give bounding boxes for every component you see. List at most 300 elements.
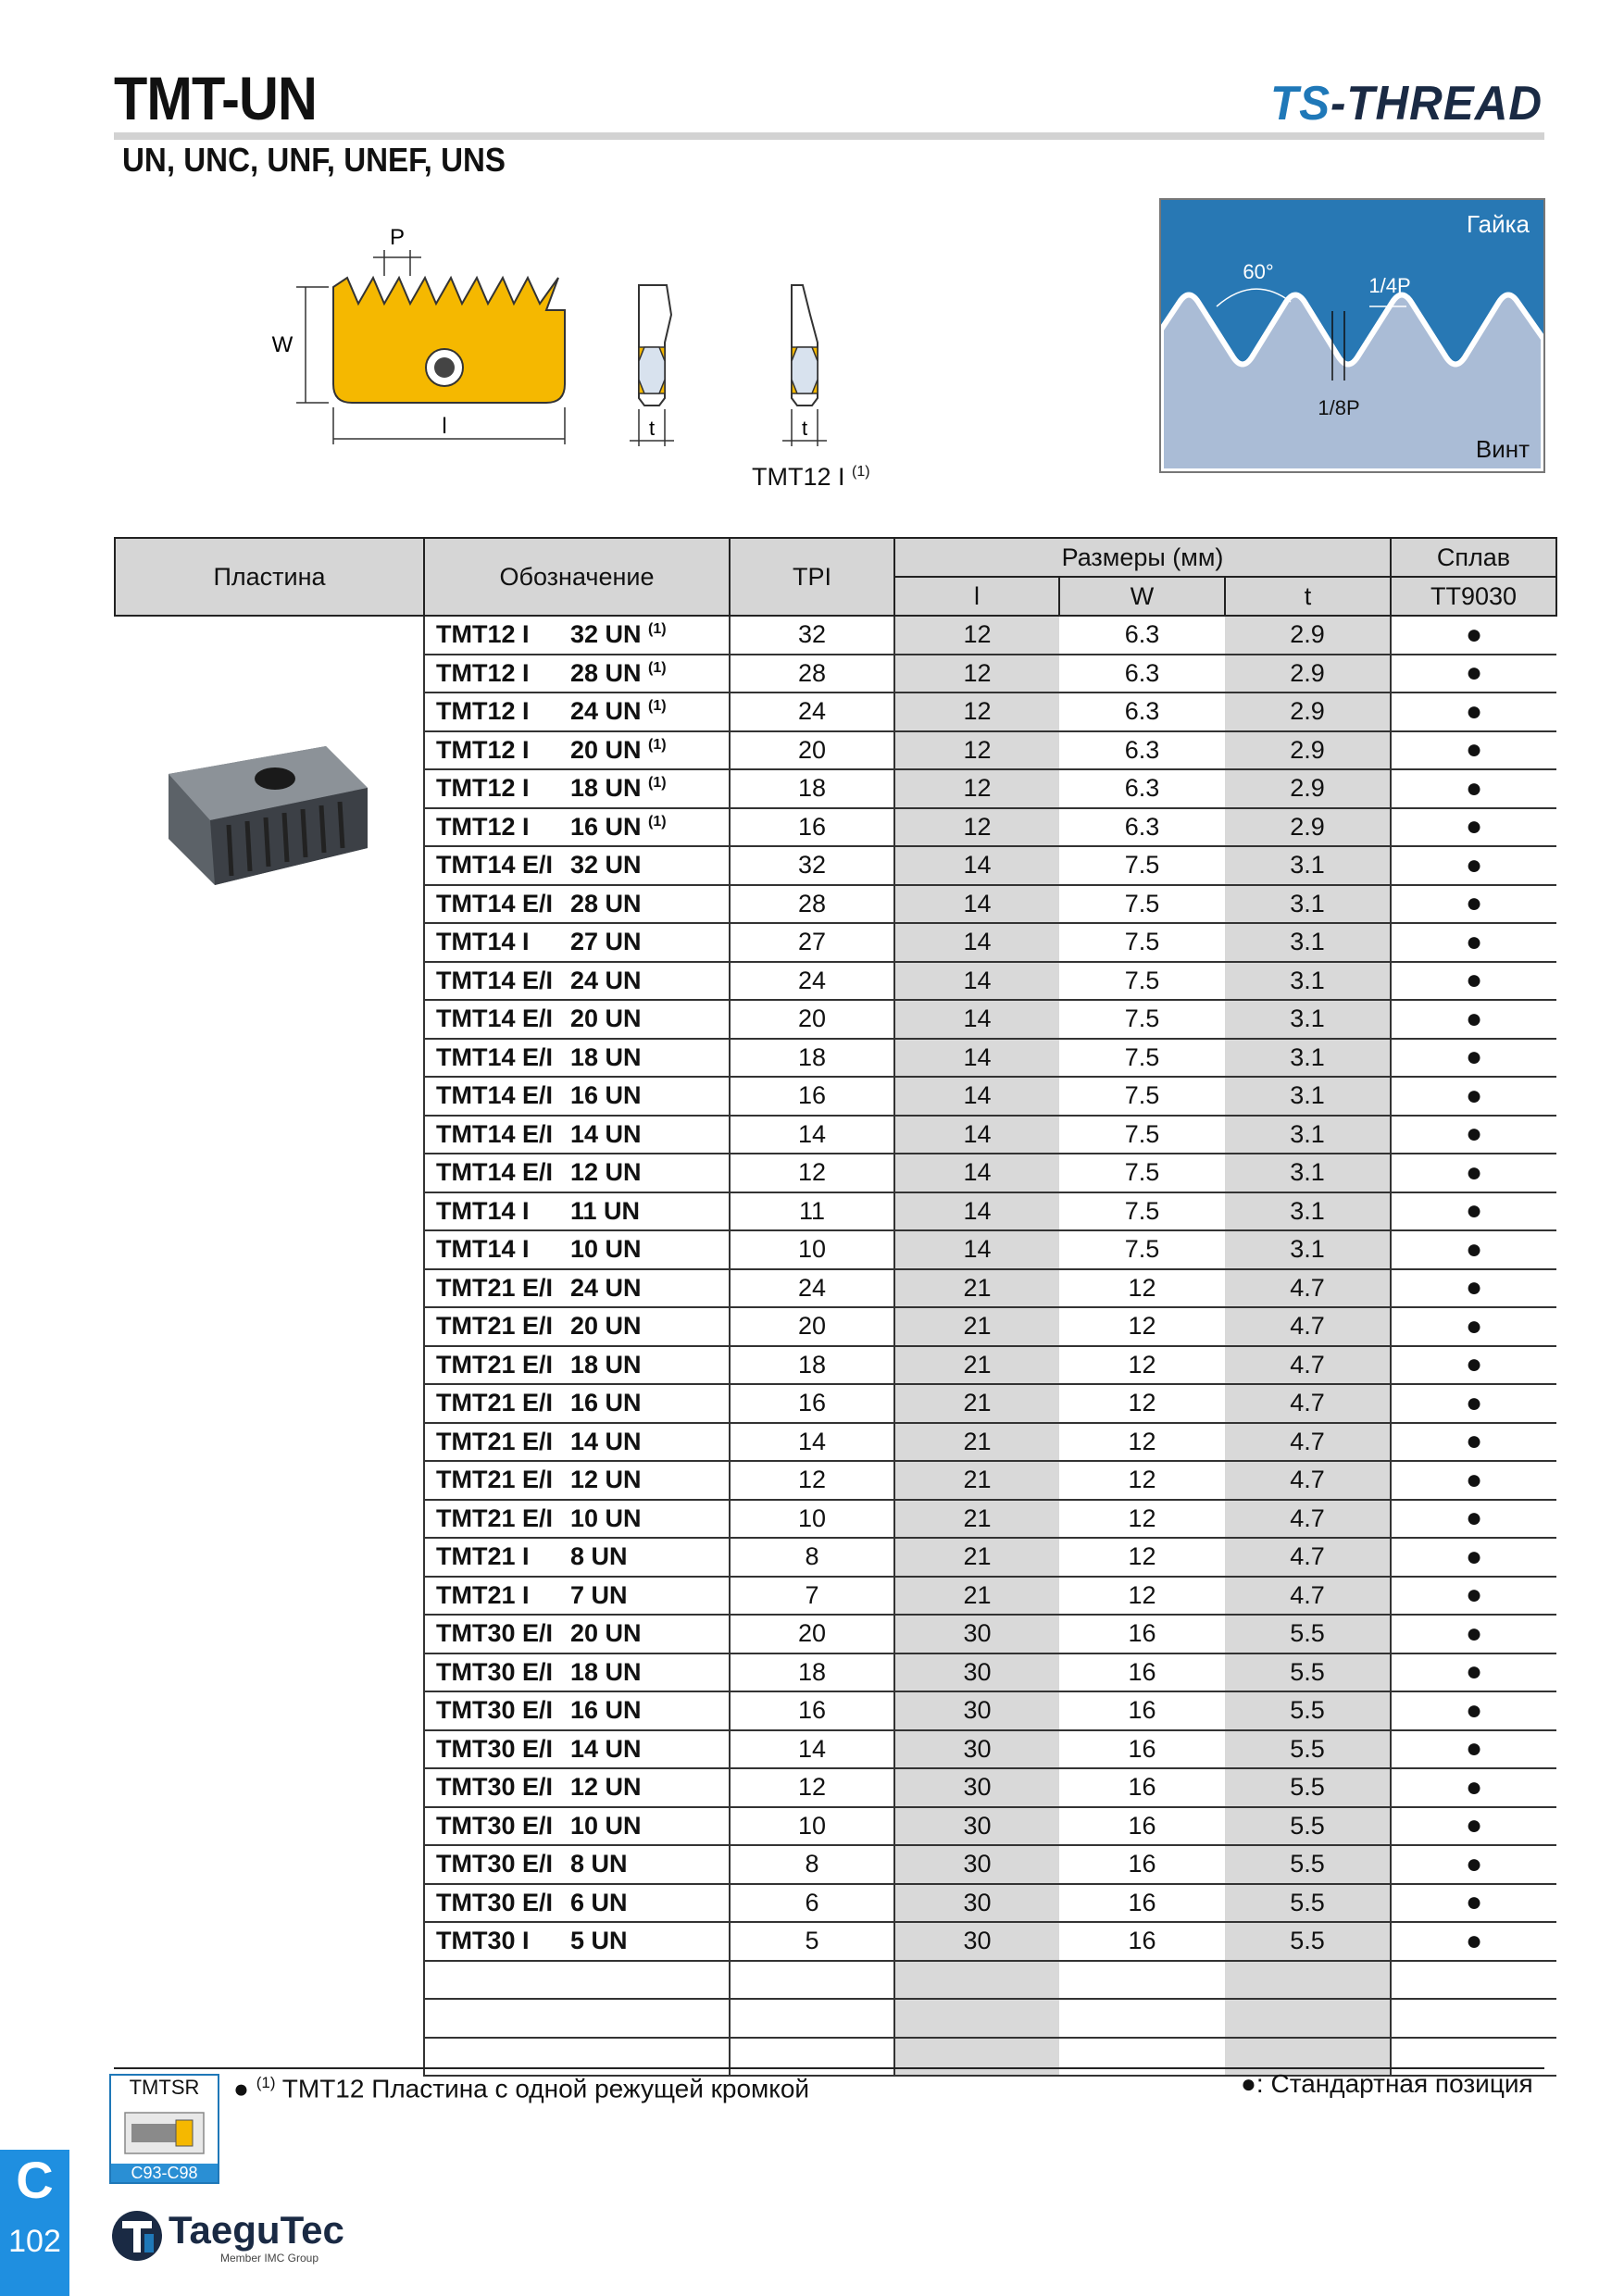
insert-table bbox=[114, 537, 1544, 2077]
availability-cell: ● bbox=[1391, 616, 1556, 655]
taegutec-logo-icon bbox=[109, 2208, 165, 2264]
empty-cell bbox=[1225, 1961, 1391, 2000]
availability-cell: ● bbox=[1391, 1000, 1556, 1039]
w-cell: 12 bbox=[1059, 1538, 1225, 1577]
designation-size: 12 UN bbox=[570, 1158, 642, 1187]
l-cell: 14 bbox=[894, 962, 1059, 1001]
t-cell: 2.9 bbox=[1225, 616, 1391, 655]
availability-cell: ● bbox=[1391, 1154, 1556, 1192]
empty-cell bbox=[1059, 1961, 1225, 2000]
designation-cell bbox=[424, 1768, 730, 1807]
page-number: 102 bbox=[8, 2224, 61, 2259]
eighth-pitch-label: 1/8P bbox=[1318, 396, 1360, 419]
w-cell: 7.5 bbox=[1059, 1192, 1225, 1231]
t-cell: 2.9 bbox=[1225, 808, 1391, 847]
l-cell: 12 bbox=[894, 655, 1059, 693]
designation-cell bbox=[424, 1845, 730, 1884]
insert-image-cell bbox=[115, 616, 424, 2076]
t-cell: 4.7 bbox=[1225, 1384, 1391, 1423]
designation-size: 14 UN bbox=[570, 1119, 642, 1148]
w-cell: 6.3 bbox=[1059, 731, 1225, 770]
availability-cell: ● bbox=[1391, 655, 1556, 693]
w-cell: 12 bbox=[1059, 1346, 1225, 1385]
holder-thumbnail bbox=[120, 2105, 208, 2161]
designation-cell bbox=[424, 1538, 730, 1577]
designation-size: 14 UN bbox=[570, 1734, 642, 1763]
designation-note: (1) bbox=[648, 813, 667, 830]
designation-size: 16 UN bbox=[570, 1696, 642, 1725]
designation-cell bbox=[424, 1691, 730, 1730]
designation-size: 24 UN bbox=[570, 966, 642, 994]
availability-cell: ● bbox=[1391, 731, 1556, 770]
tpi-cell: 14 bbox=[730, 1423, 894, 1462]
empty-cell bbox=[424, 2038, 730, 2077]
l-cell: 21 bbox=[894, 1423, 1059, 1462]
spec-table bbox=[114, 537, 1557, 2077]
empty-cell bbox=[424, 1961, 730, 2000]
tpi-cell: 18 bbox=[730, 1039, 894, 1078]
w-cell: 16 bbox=[1059, 1768, 1225, 1807]
designation-size: 18 UN bbox=[570, 1042, 642, 1071]
designation-size: 28 UN bbox=[570, 889, 642, 917]
designation-cell bbox=[424, 1230, 730, 1269]
nut-label: Гайка bbox=[1466, 210, 1530, 238]
availability-cell: ● bbox=[1391, 1077, 1556, 1116]
tpi-cell: 28 bbox=[730, 655, 894, 693]
designation-size: 8 UN bbox=[570, 1542, 628, 1571]
designation-series: TMT21 E/I bbox=[436, 1273, 554, 1302]
availability-cell: ● bbox=[1391, 923, 1556, 962]
col-t: t bbox=[1225, 577, 1391, 616]
designation-series: TMT30 E/I bbox=[436, 1773, 554, 1802]
side-caption-note: (1) bbox=[852, 464, 870, 480]
designation-series: TMT30 E/I bbox=[436, 1811, 554, 1840]
pitch-label: P bbox=[389, 225, 406, 250]
designation-size: 20 UN bbox=[570, 735, 642, 764]
w-cell: 7.5 bbox=[1059, 1116, 1225, 1154]
empty-cell bbox=[1059, 2038, 1225, 2077]
l-cell: 12 bbox=[894, 693, 1059, 731]
empty-cell bbox=[1225, 1999, 1391, 2038]
designation-series: TMT30 E/I bbox=[436, 1619, 554, 1648]
page-subtitle: UN, UNC, UNF, UNEF, UNS bbox=[122, 141, 506, 179]
col-insert: Пластина bbox=[115, 538, 424, 616]
designation-cell bbox=[424, 1192, 730, 1231]
designation-size: 32 UN bbox=[570, 851, 642, 880]
tpi-cell: 20 bbox=[730, 1615, 894, 1653]
col-l: l bbox=[894, 577, 1059, 616]
designation-size: 14 UN bbox=[570, 1427, 642, 1455]
quarter-pitch-label: 1/4P bbox=[1368, 274, 1411, 297]
l-cell: 14 bbox=[894, 1077, 1059, 1116]
l-cell: 21 bbox=[894, 1538, 1059, 1577]
tpi-cell: 18 bbox=[730, 1653, 894, 1692]
availability-cell: ● bbox=[1391, 1346, 1556, 1385]
designation-size: 20 UN bbox=[570, 1312, 642, 1341]
l-cell: 30 bbox=[894, 1691, 1059, 1730]
designation-size: 6 UN bbox=[570, 1888, 628, 1916]
col-dimensions: Размеры (мм) bbox=[894, 538, 1391, 577]
l-cell: 30 bbox=[894, 1653, 1059, 1692]
availability-cell: ● bbox=[1391, 1768, 1556, 1807]
designation-series: TMT30 E/I bbox=[436, 1657, 554, 1686]
designation-size: 18 UN bbox=[570, 1350, 642, 1379]
col-tpi: TPI bbox=[730, 538, 894, 616]
empty-cell bbox=[730, 1999, 894, 2038]
w-cell: 7.5 bbox=[1059, 885, 1225, 924]
company-subtitle: Member IMC Group bbox=[220, 2252, 319, 2265]
t-cell: 3.1 bbox=[1225, 1000, 1391, 1039]
section-tab bbox=[0, 2150, 69, 2296]
thread-profile-diagram bbox=[1159, 198, 1545, 473]
availability-cell: ● bbox=[1391, 1230, 1556, 1269]
w-cell: 16 bbox=[1059, 1807, 1225, 1846]
tpi-cell: 18 bbox=[730, 769, 894, 808]
designation-series: TMT14 E/I bbox=[436, 851, 554, 880]
designation-note: (1) bbox=[648, 659, 667, 676]
thickness-label-2: t bbox=[801, 417, 808, 440]
l-cell: 14 bbox=[894, 1230, 1059, 1269]
empty-cell bbox=[894, 2038, 1059, 2077]
designation-series: TMT30 E/I bbox=[436, 1888, 554, 1916]
tpi-cell: 27 bbox=[730, 923, 894, 962]
tpi-cell: 12 bbox=[730, 1154, 894, 1192]
t-cell: 3.1 bbox=[1225, 962, 1391, 1001]
empty-cell bbox=[424, 1999, 730, 2038]
designation-cell bbox=[424, 1307, 730, 1346]
designation-series: TMT12 I bbox=[436, 774, 530, 803]
w-cell: 12 bbox=[1059, 1500, 1225, 1539]
empty-cell bbox=[894, 1999, 1059, 2038]
designation-size: 18 UN bbox=[570, 1657, 642, 1686]
l-cell: 14 bbox=[894, 1000, 1059, 1039]
designation-size: 16 UN bbox=[570, 1081, 642, 1110]
availability-cell: ● bbox=[1391, 1730, 1556, 1769]
designation-cell bbox=[424, 1423, 730, 1462]
w-cell: 16 bbox=[1059, 1730, 1225, 1769]
designation-cell bbox=[424, 1039, 730, 1078]
length-label: l bbox=[442, 414, 447, 439]
t-cell: 5.5 bbox=[1225, 1768, 1391, 1807]
w-cell: 7.5 bbox=[1059, 846, 1225, 885]
tpi-cell: 16 bbox=[730, 1077, 894, 1116]
t-cell: 5.5 bbox=[1225, 1691, 1391, 1730]
tpi-cell: 11 bbox=[730, 1192, 894, 1231]
tpi-cell: 32 bbox=[730, 846, 894, 885]
holder-reference[interactable] bbox=[109, 2074, 219, 2184]
w-cell: 12 bbox=[1059, 1384, 1225, 1423]
w-cell: 6.3 bbox=[1059, 693, 1225, 731]
table-body bbox=[115, 616, 1556, 2076]
l-cell: 12 bbox=[894, 808, 1059, 847]
designation-size: 11 UN bbox=[570, 1196, 641, 1225]
footnote-bullet: ● bbox=[233, 2074, 249, 2103]
designation-cell bbox=[424, 616, 730, 655]
w-cell: 16 bbox=[1059, 1691, 1225, 1730]
l-cell: 21 bbox=[894, 1346, 1059, 1385]
angle-label: 60° bbox=[1243, 260, 1274, 283]
availability-cell: ● bbox=[1391, 962, 1556, 1001]
t-cell: 4.7 bbox=[1225, 1307, 1391, 1346]
w-cell: 16 bbox=[1059, 1922, 1225, 1961]
designation-series: TMT21 I bbox=[436, 1580, 530, 1609]
tpi-cell: 16 bbox=[730, 808, 894, 847]
l-cell: 12 bbox=[894, 616, 1059, 655]
t-cell: 5.5 bbox=[1225, 1653, 1391, 1692]
l-cell: 14 bbox=[894, 885, 1059, 924]
availability-cell: ● bbox=[1391, 1039, 1556, 1078]
width-label: W bbox=[271, 332, 294, 357]
w-cell: 7.5 bbox=[1059, 1230, 1225, 1269]
w-cell: 16 bbox=[1059, 1845, 1225, 1884]
insert-drawing bbox=[264, 222, 597, 463]
l-cell: 30 bbox=[894, 1615, 1059, 1653]
l-cell: 12 bbox=[894, 769, 1059, 808]
w-cell: 7.5 bbox=[1059, 1039, 1225, 1078]
l-cell: 21 bbox=[894, 1577, 1059, 1616]
l-cell: 21 bbox=[894, 1307, 1059, 1346]
availability-cell: ● bbox=[1391, 1691, 1556, 1730]
t-cell: 4.7 bbox=[1225, 1461, 1391, 1500]
designation-series: TMT12 I bbox=[436, 697, 530, 726]
designation-size: 5 UN bbox=[570, 1927, 628, 1955]
l-cell: 12 bbox=[894, 731, 1059, 770]
designation-series: TMT21 E/I bbox=[436, 1389, 554, 1417]
t-cell: 4.7 bbox=[1225, 1346, 1391, 1385]
designation-size: 10 UN bbox=[570, 1811, 642, 1840]
availability-cell: ● bbox=[1391, 846, 1556, 885]
table-row bbox=[115, 616, 1556, 655]
tpi-cell: 24 bbox=[730, 1269, 894, 1308]
t-cell: 5.5 bbox=[1225, 1615, 1391, 1653]
legend-text: : Стандартная позиция bbox=[1255, 2069, 1533, 2098]
w-cell: 7.5 bbox=[1059, 962, 1225, 1001]
empty-cell bbox=[730, 1961, 894, 2000]
t-cell: 2.9 bbox=[1225, 769, 1391, 808]
t-cell: 3.1 bbox=[1225, 1192, 1391, 1231]
l-cell: 14 bbox=[894, 846, 1059, 885]
designation-cell bbox=[424, 1577, 730, 1616]
empty-cell bbox=[1391, 1961, 1556, 2000]
designation-cell bbox=[424, 693, 730, 731]
header-rule bbox=[114, 132, 1544, 140]
tpi-cell: 14 bbox=[730, 1116, 894, 1154]
w-cell: 12 bbox=[1059, 1577, 1225, 1616]
w-cell: 12 bbox=[1059, 1269, 1225, 1308]
w-cell: 6.3 bbox=[1059, 655, 1225, 693]
footnote-mark: (1) bbox=[256, 2074, 276, 2091]
col-designation: Обозначение bbox=[424, 538, 730, 616]
tpi-cell: 20 bbox=[730, 1307, 894, 1346]
designation-size: 28 UN bbox=[570, 658, 642, 687]
designation-cell bbox=[424, 769, 730, 808]
designation-cell bbox=[424, 846, 730, 885]
l-cell: 21 bbox=[894, 1269, 1059, 1308]
availability-cell: ● bbox=[1391, 1807, 1556, 1846]
availability-cell: ● bbox=[1391, 693, 1556, 731]
designation-size: 10 UN bbox=[570, 1504, 642, 1532]
t-cell: 2.9 bbox=[1225, 655, 1391, 693]
tpi-cell: 18 bbox=[730, 1346, 894, 1385]
tpi-cell: 10 bbox=[730, 1230, 894, 1269]
designation-size: 18 UN bbox=[570, 774, 642, 803]
w-cell: 12 bbox=[1059, 1307, 1225, 1346]
legend-dot: ● bbox=[1241, 2069, 1256, 2098]
w-cell: 7.5 bbox=[1059, 1000, 1225, 1039]
tpi-cell: 10 bbox=[730, 1500, 894, 1539]
availability-cell: ● bbox=[1391, 769, 1556, 808]
designation-series: TMT14 I bbox=[436, 928, 530, 956]
l-cell: 14 bbox=[894, 1192, 1059, 1231]
w-cell: 12 bbox=[1059, 1423, 1225, 1462]
l-cell: 14 bbox=[894, 1154, 1059, 1192]
w-cell: 7.5 bbox=[1059, 1154, 1225, 1192]
designation-series: TMT14 E/I bbox=[436, 1119, 554, 1148]
t-cell: 3.1 bbox=[1225, 1116, 1391, 1154]
t-cell: 3.1 bbox=[1225, 846, 1391, 885]
designation-size: 24 UN bbox=[570, 1273, 642, 1302]
screw-label: Винт bbox=[1475, 435, 1530, 463]
tpi-cell: 12 bbox=[730, 1768, 894, 1807]
w-cell: 16 bbox=[1059, 1653, 1225, 1692]
designation-cell bbox=[424, 1615, 730, 1653]
availability-cell: ● bbox=[1391, 1922, 1556, 1961]
t-cell: 4.7 bbox=[1225, 1538, 1391, 1577]
tpi-cell: 24 bbox=[730, 693, 894, 731]
designation-series: TMT14 E/I bbox=[436, 1042, 554, 1071]
l-cell: 30 bbox=[894, 1807, 1059, 1846]
availability-cell: ● bbox=[1391, 1538, 1556, 1577]
empty-cell bbox=[1391, 1999, 1556, 2038]
availability-cell: ● bbox=[1391, 1845, 1556, 1884]
designation-size: 16 UN bbox=[570, 1389, 642, 1417]
designation-cell bbox=[424, 1269, 730, 1308]
w-cell: 12 bbox=[1059, 1461, 1225, 1500]
designation-size: 32 UN bbox=[570, 620, 642, 649]
l-cell: 30 bbox=[894, 1922, 1059, 1961]
w-cell: 6.3 bbox=[1059, 769, 1225, 808]
tpi-cell: 5 bbox=[730, 1922, 894, 1961]
l-cell: 30 bbox=[894, 1884, 1059, 1923]
availability-cell: ● bbox=[1391, 1192, 1556, 1231]
designation-size: 7 UN bbox=[570, 1580, 628, 1609]
thickness-label-1: t bbox=[648, 417, 656, 440]
w-cell: 6.3 bbox=[1059, 808, 1225, 847]
page-title: TMT-UN bbox=[114, 64, 317, 132]
designation-cell bbox=[424, 962, 730, 1001]
t-cell: 5.5 bbox=[1225, 1807, 1391, 1846]
tpi-cell: 16 bbox=[730, 1691, 894, 1730]
designation-series: TMT12 I bbox=[436, 735, 530, 764]
tpi-cell: 10 bbox=[730, 1807, 894, 1846]
designation-series: TMT21 E/I bbox=[436, 1466, 554, 1494]
brand-rest: -THREAD bbox=[1330, 77, 1543, 131]
empty-cell bbox=[894, 1961, 1059, 2000]
col-w: W bbox=[1059, 577, 1225, 616]
designation-note: (1) bbox=[648, 621, 667, 638]
designation-cell bbox=[424, 1884, 730, 1923]
designation-cell bbox=[424, 1653, 730, 1692]
t-cell: 3.1 bbox=[1225, 1077, 1391, 1116]
t-cell: 2.9 bbox=[1225, 693, 1391, 731]
availability-cell: ● bbox=[1391, 1577, 1556, 1616]
empty-cell bbox=[730, 2038, 894, 2077]
availability-cell: ● bbox=[1391, 1615, 1556, 1653]
designation-series: TMT14 E/I bbox=[436, 1158, 554, 1187]
designation-cell bbox=[424, 1500, 730, 1539]
designation-series: TMT21 E/I bbox=[436, 1427, 554, 1455]
company-name: TaeguTec bbox=[169, 2208, 344, 2252]
availability-cell: ● bbox=[1391, 1307, 1556, 1346]
w-cell: 16 bbox=[1059, 1884, 1225, 1923]
designation-cell bbox=[424, 1384, 730, 1423]
designation-note: (1) bbox=[648, 698, 667, 715]
l-cell: 21 bbox=[894, 1461, 1059, 1500]
col-alloy: Сплав bbox=[1391, 538, 1556, 577]
designation-series: TMT14 E/I bbox=[436, 889, 554, 917]
designation-cell bbox=[424, 885, 730, 924]
designation-size: 12 UN bbox=[570, 1466, 642, 1494]
designation-series: TMT14 E/I bbox=[436, 1004, 554, 1033]
designation-cell bbox=[424, 731, 730, 770]
t-cell: 5.5 bbox=[1225, 1730, 1391, 1769]
availability-cell: ● bbox=[1391, 1384, 1556, 1423]
t-cell: 5.5 bbox=[1225, 1845, 1391, 1884]
designation-size: 16 UN bbox=[570, 812, 642, 841]
l-cell: 30 bbox=[894, 1730, 1059, 1769]
availability-cell: ● bbox=[1391, 1461, 1556, 1500]
l-cell: 30 bbox=[894, 1845, 1059, 1884]
footnote bbox=[233, 2074, 809, 2103]
holder-reference-pages: C93-C98 bbox=[111, 2164, 218, 2182]
designation-size: 10 UN bbox=[570, 1235, 642, 1264]
designation-series: TMT21 E/I bbox=[436, 1504, 554, 1532]
side-view-drawing-tmt12 bbox=[764, 268, 856, 454]
tpi-cell: 12 bbox=[730, 1461, 894, 1500]
availability-cell: ● bbox=[1391, 1884, 1556, 1923]
t-cell: 4.7 bbox=[1225, 1577, 1391, 1616]
tpi-cell: 20 bbox=[730, 731, 894, 770]
tpi-cell: 20 bbox=[730, 1000, 894, 1039]
tpi-cell: 7 bbox=[730, 1577, 894, 1616]
side-view-drawing bbox=[611, 268, 704, 454]
designation-cell bbox=[424, 1461, 730, 1500]
availability-cell: ● bbox=[1391, 808, 1556, 847]
l-cell: 14 bbox=[894, 923, 1059, 962]
t-cell: 5.5 bbox=[1225, 1884, 1391, 1923]
l-cell: 21 bbox=[894, 1500, 1059, 1539]
designation-note: (1) bbox=[648, 736, 667, 753]
tpi-cell: 8 bbox=[730, 1538, 894, 1577]
tpi-cell: 8 bbox=[730, 1845, 894, 1884]
designation-size: 12 UN bbox=[570, 1773, 642, 1802]
t-cell: 4.7 bbox=[1225, 1500, 1391, 1539]
w-cell: 7.5 bbox=[1059, 1077, 1225, 1116]
t-cell: 3.1 bbox=[1225, 1154, 1391, 1192]
insert-photo bbox=[150, 737, 381, 894]
holder-reference-label: TMTSR bbox=[129, 2076, 200, 2099]
w-cell: 7.5 bbox=[1059, 923, 1225, 962]
designation-cell bbox=[424, 1000, 730, 1039]
designation-size: 8 UN bbox=[570, 1850, 628, 1878]
tpi-cell: 14 bbox=[730, 1730, 894, 1769]
tpi-cell: 16 bbox=[730, 1384, 894, 1423]
designation-cell bbox=[424, 808, 730, 847]
t-cell: 4.7 bbox=[1225, 1269, 1391, 1308]
designation-series: TMT30 E/I bbox=[436, 1734, 554, 1763]
t-cell: 3.1 bbox=[1225, 1039, 1391, 1078]
availability-cell: ● bbox=[1391, 1653, 1556, 1692]
